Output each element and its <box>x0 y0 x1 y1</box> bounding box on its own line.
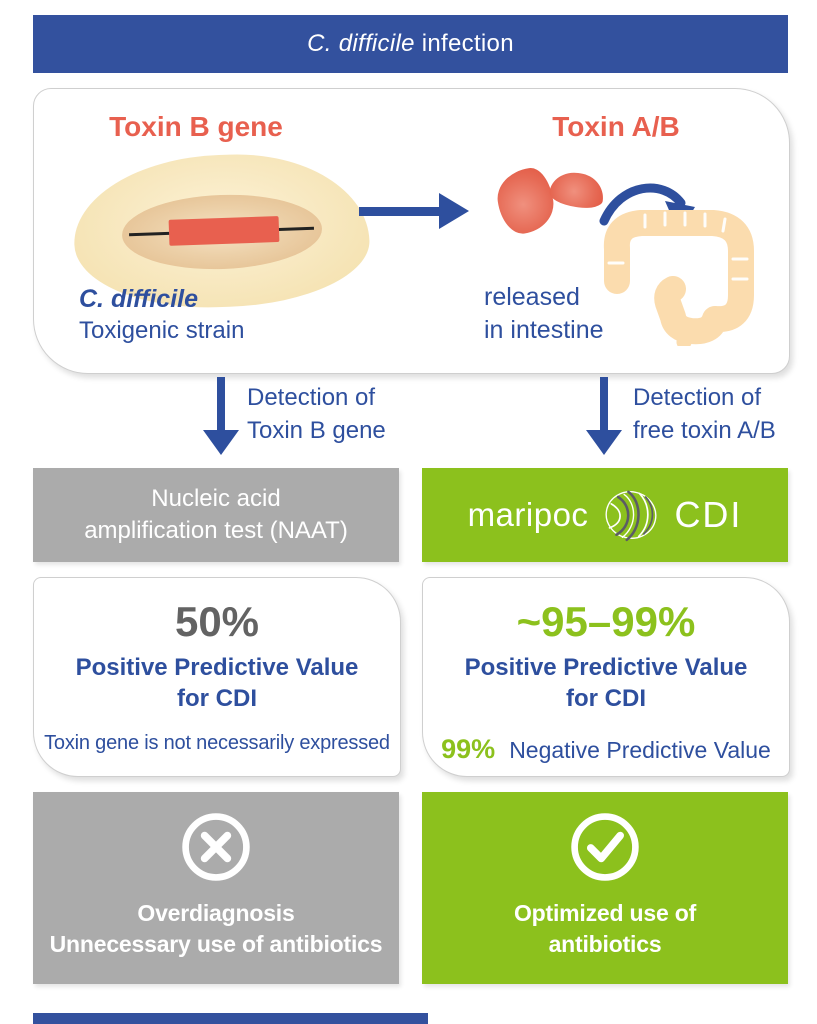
npv-label: Negative Predictive Value <box>509 737 771 763</box>
ppv-right-label-line2: for CDI <box>566 685 646 712</box>
outcome-left-line2: Unnecessary use of antibiotics <box>49 931 383 957</box>
check-circle-icon <box>567 809 643 885</box>
maripoc-box <box>422 468 788 562</box>
detection-right-line1: Detection of <box>633 384 762 411</box>
down-arrow-head-icon <box>586 430 622 455</box>
ppv-right-value: ~95–99% <box>516 598 696 645</box>
ppv-left-label <box>34 652 400 714</box>
released-line2: in intestine <box>484 316 604 344</box>
maripoc-brand-label: maripoc <box>467 496 589 533</box>
banner-title-rest: infection <box>421 30 514 57</box>
naat-box <box>33 468 399 562</box>
outcome-right-line1: Optimized use of <box>513 900 697 926</box>
pathway-panel <box>33 88 790 374</box>
naat-line2: amplification test (NAAT) <box>84 517 348 544</box>
detection-left-line1: Detection of <box>247 384 376 411</box>
outcome-right-text <box>514 898 696 960</box>
outcome-right-line2: antibiotics <box>548 931 662 957</box>
ppv-right-label-line1: Positive Predictive Value <box>464 654 748 681</box>
toxin-b-gene-segment <box>169 216 280 246</box>
ppv-left-box <box>33 577 401 777</box>
down-arrow-head-icon <box>203 430 239 455</box>
ppv-left-value: 50% <box>174 598 260 645</box>
outcome-left-box <box>33 792 399 984</box>
maripoc-swirl-icon <box>601 485 661 545</box>
header-banner <box>33 15 788 73</box>
detection-right-label <box>633 381 776 447</box>
npv-row <box>423 734 789 765</box>
released-line1: released <box>484 283 580 311</box>
toxin-blob-icon <box>494 165 557 236</box>
ppv-right-label <box>423 652 789 714</box>
bottom-partial-banner <box>33 1013 428 1024</box>
banner-title-italic: C. difficile <box>307 30 415 57</box>
released-in-intestine-label <box>484 281 604 347</box>
toxin-b-gene-heading: Toxin B gene <box>109 111 283 142</box>
outcome-left-text <box>50 898 383 960</box>
detection-left-line2: Toxin B gene <box>247 417 386 444</box>
npv-value: 99% <box>441 734 496 764</box>
detection-left-label <box>247 381 386 447</box>
down-arrow-icon <box>600 377 608 432</box>
outcome-left-line1: Overdiagnosis <box>137 900 295 926</box>
outcome-right-box <box>422 792 788 984</box>
naat-line1: Nucleic acid <box>151 485 281 512</box>
c-difficile-label: C. difficile <box>79 285 199 313</box>
maripoc-product-label: CDI <box>674 494 743 535</box>
toxigenic-strain-label: Toxigenic strain <box>79 317 245 344</box>
right-arrow-icon <box>359 207 439 216</box>
ppv-left-label-line2: for CDI <box>177 685 257 712</box>
right-arrow-head-icon <box>439 193 469 229</box>
ppv-left-note: Toxin gene is not necessarily expressed <box>44 732 390 754</box>
x-circle-icon <box>178 809 254 885</box>
ppv-left-label-line1: Positive Predictive Value <box>75 654 359 681</box>
ppv-right-box <box>422 577 790 777</box>
toxin-ab-heading: Toxin A/B <box>552 111 680 142</box>
intestine-illustration <box>597 201 762 346</box>
down-arrow-icon <box>217 377 225 432</box>
detection-right-line2: free toxin A/B <box>633 417 776 444</box>
